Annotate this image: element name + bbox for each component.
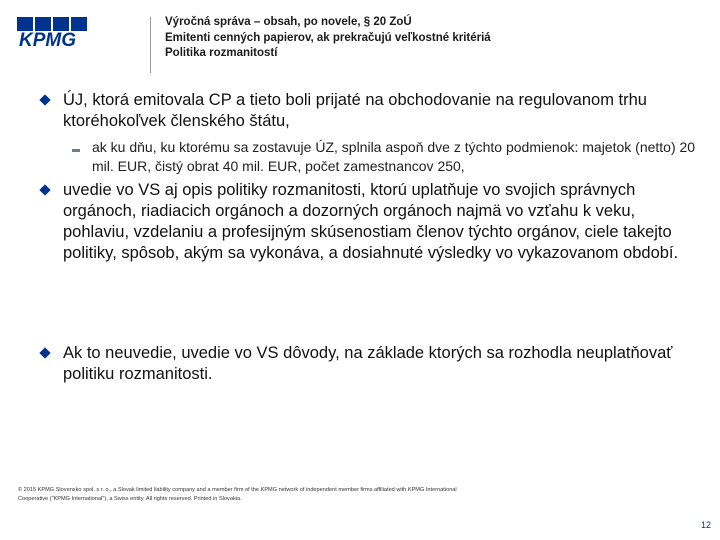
header-line-3: Politika rozmanitostí <box>165 47 278 59</box>
bullet-text-3: Ak to neuvedie, uvedie vo VS dôvody, na základe ktorých sa rozhodla neuplatňovať politiku rozmanitosti. <box>63 344 673 383</box>
bullet-text-1: ÚJ, ktorá emitovala CP a tieto boli prijaté na obchodovanie na regulovanom trhu ktoréhokoľvek členského štátu, <box>63 91 647 130</box>
header-line-1: Výročná správa – obsah, po novele, § 20 ZoÚ <box>165 16 412 28</box>
header-divider <box>150 17 151 73</box>
footer-line-1: © 2015 KPMG Slovensko spol. s r. o., a Slovak limited liability company and a member firm of the KPMG network of independent member firms affiliated with KPMG International <box>18 487 457 493</box>
bullet-text-2: uvedie vo VS aj opis politiky rozmanitosti, ktorú uplatňuje vo svojich správnych orgánoch, riadiacich orgánoch a dozorných orgánoch najmä vo vzťahu k veku, pohlaviu, vzdelaniu a profesijným skúsenostiam členov týchto orgánov, ciele takejto politiky, spôsob, akým sa vykonáva, a dosiahnuté výsledky vo vykazovanom období. <box>63 181 679 262</box>
logo-boxes <box>17 17 89 31</box>
header-line-2: Emitenti cenných papierov, ak prekračujú veľkostné kritériá <box>165 31 491 44</box>
copyright-footer <box>18 486 538 503</box>
page-number: 12 <box>700 520 711 530</box>
logo-text: KPMG <box>19 30 76 51</box>
diamond-bullet-icon <box>39 184 50 195</box>
footer-line-2: Cooperative ("KPMG International"), a Swiss entity. All rights reserved. Printed in Slovakia. <box>18 495 242 502</box>
bullet-item-3 <box>36 343 696 385</box>
sub-bullet-text: ak ku dňu, ku ktorému sa zostavuje ÚZ, splnila aspoň dve z týchto podmienok: majetok (netto) 20 mil. EUR, čistý obrat 40 mil. EUR, počet zamestnancov 250, <box>92 139 696 174</box>
slide-header <box>165 15 491 62</box>
sub-bullet-item <box>72 138 702 175</box>
dash-bullet-icon <box>72 149 80 152</box>
kpmg-logo <box>17 17 89 55</box>
diamond-bullet-icon <box>39 347 50 358</box>
bullet-item-2 <box>36 180 696 264</box>
diamond-bullet-icon <box>39 94 50 105</box>
bullet-item-1 <box>36 90 696 132</box>
